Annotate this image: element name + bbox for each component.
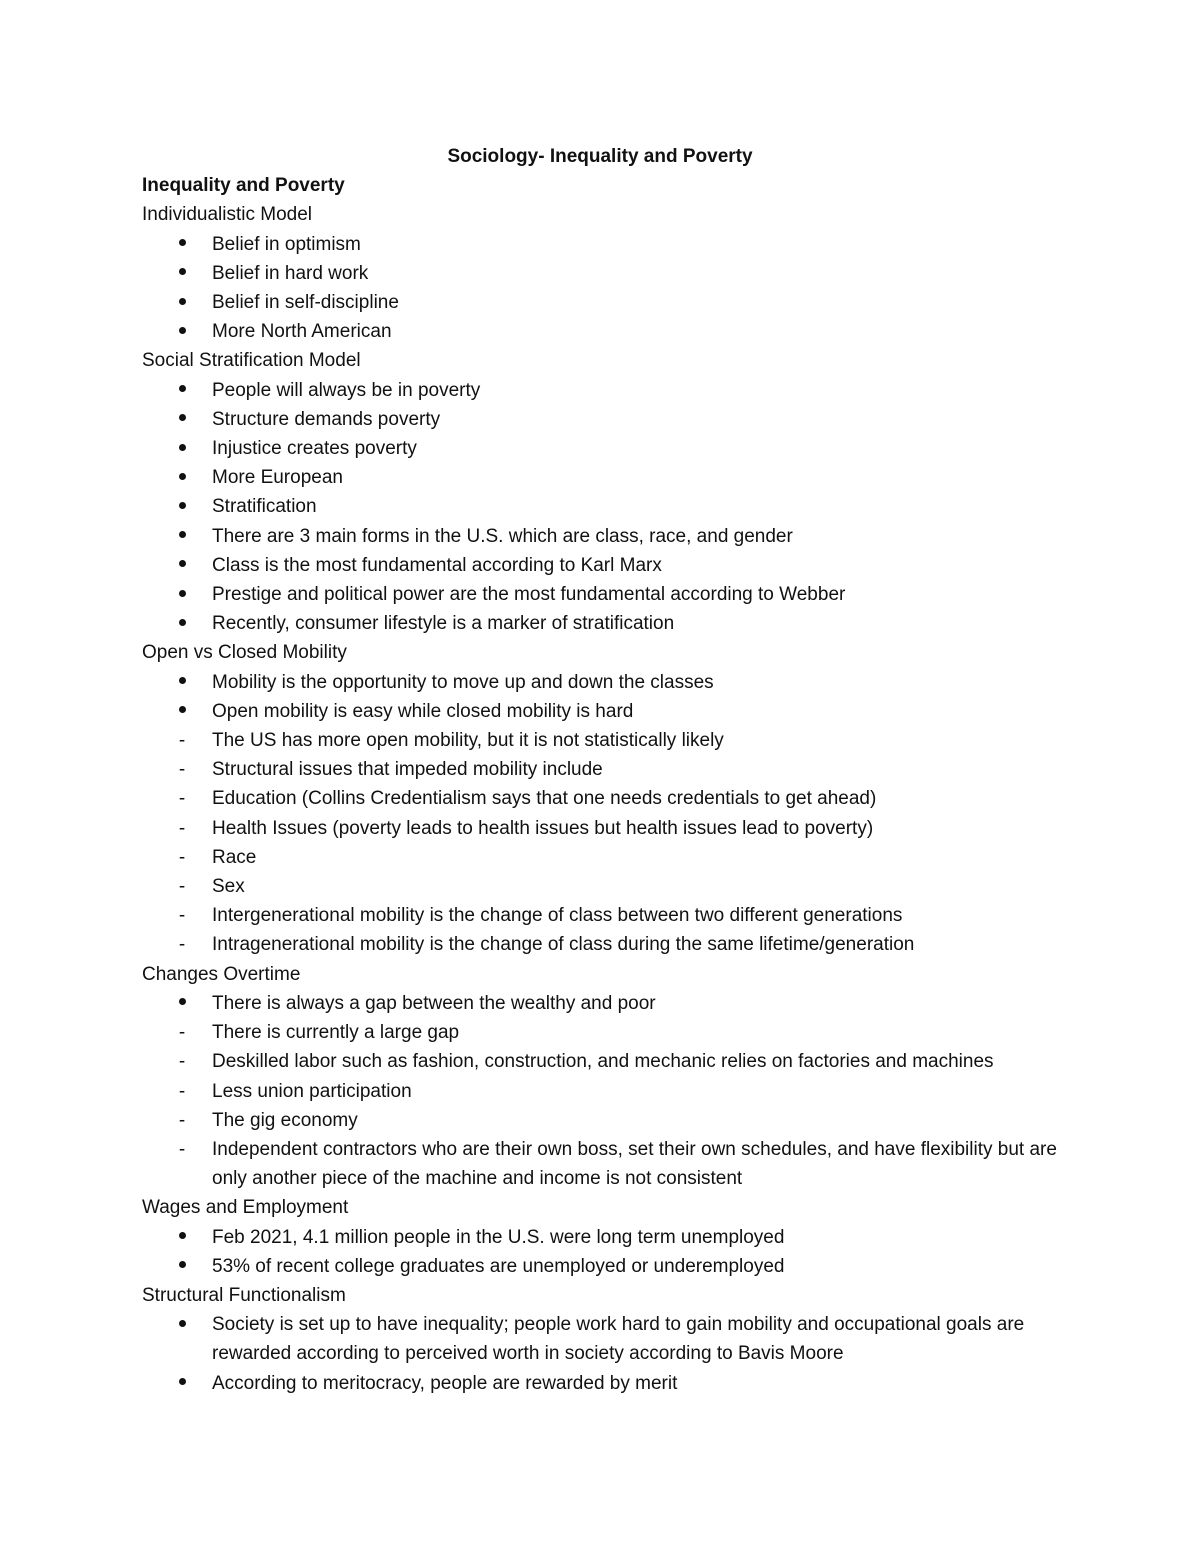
bullet-icon xyxy=(172,376,192,405)
dash-marker xyxy=(172,1077,192,1106)
bullet-icon xyxy=(172,230,192,259)
list-item xyxy=(142,1223,1062,1252)
dash-marker xyxy=(172,755,192,784)
bullet-icon xyxy=(172,317,192,346)
dash-marker xyxy=(172,726,192,755)
dash-marker xyxy=(172,843,192,872)
list-item-text: Intragenerational mobility is the change of class during the same lifetime/generation xyxy=(212,934,915,956)
dash-marker xyxy=(172,930,192,959)
list-item xyxy=(142,522,1062,551)
list-item xyxy=(142,1077,1062,1106)
list-item-text: Intergenerational mobility is the change of class between two different generations xyxy=(212,905,903,927)
list-item xyxy=(142,755,1062,784)
dash-marker xyxy=(172,784,192,813)
list-item xyxy=(142,405,1062,434)
list-item-text: Feb 2021, 4.1 million people in the U.S. were long term unemployed xyxy=(212,1226,785,1248)
list-item-text: Class is the most fundamental according to Karl Marx xyxy=(212,554,662,576)
section-label: Social Stratification Model xyxy=(142,350,361,372)
list-item-text: Race xyxy=(212,846,257,868)
list-item xyxy=(142,1047,1062,1076)
list-item-text: There are 3 main forms in the U.S. which are class, race, and gender xyxy=(212,525,793,547)
bullet-icon xyxy=(172,405,192,434)
list-item-text: There is always a gap between the wealthy and poor xyxy=(212,992,656,1014)
list-item xyxy=(142,784,1062,813)
bullet-icon xyxy=(172,522,192,551)
list-item-text: More European xyxy=(212,467,343,489)
list-item-text: Deskilled labor such as fashion, construction, and mechanic relies on factories and machines xyxy=(212,1051,994,1073)
document-content xyxy=(142,142,1062,1398)
list-item xyxy=(142,580,1062,609)
bullet-icon xyxy=(172,1223,192,1252)
list-item-text: People will always be in poverty xyxy=(212,379,481,401)
bullet-icon xyxy=(172,434,192,463)
list-item xyxy=(142,989,1062,1018)
bullet-icon xyxy=(172,492,192,521)
list-item-text: Independent contractors who are their own boss, set their own schedules, and have flexibility but are only another piece of the machine and income is not consistent xyxy=(212,1138,1057,1190)
list-item xyxy=(142,259,1062,288)
list-item-text: The US has more open mobility, but it is not statistically likely xyxy=(212,730,724,752)
section-heading: Inequality and Poverty xyxy=(142,175,345,197)
document-title: Sociology- Inequality and Poverty xyxy=(447,146,753,167)
list-item-text: Society is set up to have inequality; people work hard to gain mobility and occupational goals are rewarded according to perceived worth in society according to Bavis Moore xyxy=(212,1314,1025,1365)
bullet-icon xyxy=(172,259,192,288)
list-item-text: Sex xyxy=(212,876,245,898)
bullet-icon xyxy=(172,463,192,492)
list-item xyxy=(142,1369,1062,1398)
list-item xyxy=(142,1106,1062,1135)
list-item-text: Prestige and political power are the most fundamental according to Webber xyxy=(212,584,846,606)
dash-marker xyxy=(172,901,192,930)
list-item-text: Mobility is the opportunity to move up and down the classes xyxy=(212,671,714,693)
list-item xyxy=(142,843,1062,872)
list-item-text: Structure demands poverty xyxy=(212,408,441,430)
list-item-text: Recently, consumer lifestyle is a marker of stratification xyxy=(212,613,675,635)
list-item xyxy=(142,872,1062,901)
list-item-text: The gig economy xyxy=(212,1109,358,1131)
document-title-row xyxy=(0,142,1200,171)
list-item-text: There is currently a large gap xyxy=(212,1022,460,1044)
dash-marker xyxy=(172,1135,192,1164)
list-item xyxy=(142,697,1062,726)
dash-marker xyxy=(172,814,192,843)
bullet-icon xyxy=(172,1310,192,1339)
list-item-text: Belief in self-discipline xyxy=(212,292,399,314)
section-label: Wages and Employment xyxy=(142,1197,349,1219)
list-item xyxy=(142,551,1062,580)
list-item xyxy=(142,668,1062,697)
list-item xyxy=(142,1310,1062,1368)
list-item xyxy=(142,609,1062,638)
dash-marker xyxy=(172,1106,192,1135)
list-item-text: Injustice creates poverty xyxy=(212,438,417,460)
list-item xyxy=(142,434,1062,463)
bullet-icon xyxy=(172,288,192,317)
list-item-text: According to meritocracy, people are rewarded by merit xyxy=(212,1372,678,1394)
list-item-text: Stratification xyxy=(212,496,317,518)
list-item xyxy=(142,492,1062,521)
bullet-icon xyxy=(172,989,192,1018)
section-label: Individualistic Model xyxy=(142,204,313,226)
list-item-text: Health Issues (poverty leads to health issues but health issues lead to poverty) xyxy=(212,817,874,839)
bullet-icon xyxy=(172,668,192,697)
list-item-text: Belief in hard work xyxy=(212,262,369,284)
list-item xyxy=(142,814,1062,843)
list-item xyxy=(142,230,1062,259)
list-item xyxy=(142,288,1062,317)
section-label: Structural Functionalism xyxy=(142,1284,346,1306)
notes-sections xyxy=(142,200,1062,1397)
list-item xyxy=(142,376,1062,405)
list-item-text: Structural issues that impeded mobility include xyxy=(212,759,603,781)
list-item-text: Education (Collins Credentialism says that one needs credentials to get ahead) xyxy=(212,788,877,810)
dash-marker xyxy=(172,1018,192,1047)
section-label: Changes Overtime xyxy=(142,963,301,985)
list-item xyxy=(142,901,1062,930)
dash-marker xyxy=(172,872,192,901)
list-item xyxy=(142,1252,1062,1281)
bullet-icon xyxy=(172,697,192,726)
dash-marker xyxy=(172,1047,192,1076)
bullet-icon xyxy=(172,609,192,638)
bullet-icon xyxy=(172,551,192,580)
list-item xyxy=(142,317,1062,346)
bullet-icon xyxy=(172,580,192,609)
list-item-text: 53% of recent college graduates are unemployed or underemployed xyxy=(212,1255,785,1277)
bullet-icon xyxy=(172,1252,192,1281)
list-item xyxy=(142,1135,1062,1193)
list-item-text: Open mobility is easy while closed mobility is hard xyxy=(212,700,634,722)
list-item-text: Belief in optimism xyxy=(212,233,361,255)
list-item-text: More North American xyxy=(212,321,392,343)
list-item xyxy=(142,930,1062,959)
list-item xyxy=(142,1018,1062,1047)
list-item xyxy=(142,463,1062,492)
bullet-icon xyxy=(172,1369,192,1398)
section-label: Open vs Closed Mobility xyxy=(142,642,347,664)
list-item xyxy=(142,726,1062,755)
list-item-text: Less union participation xyxy=(212,1080,412,1102)
